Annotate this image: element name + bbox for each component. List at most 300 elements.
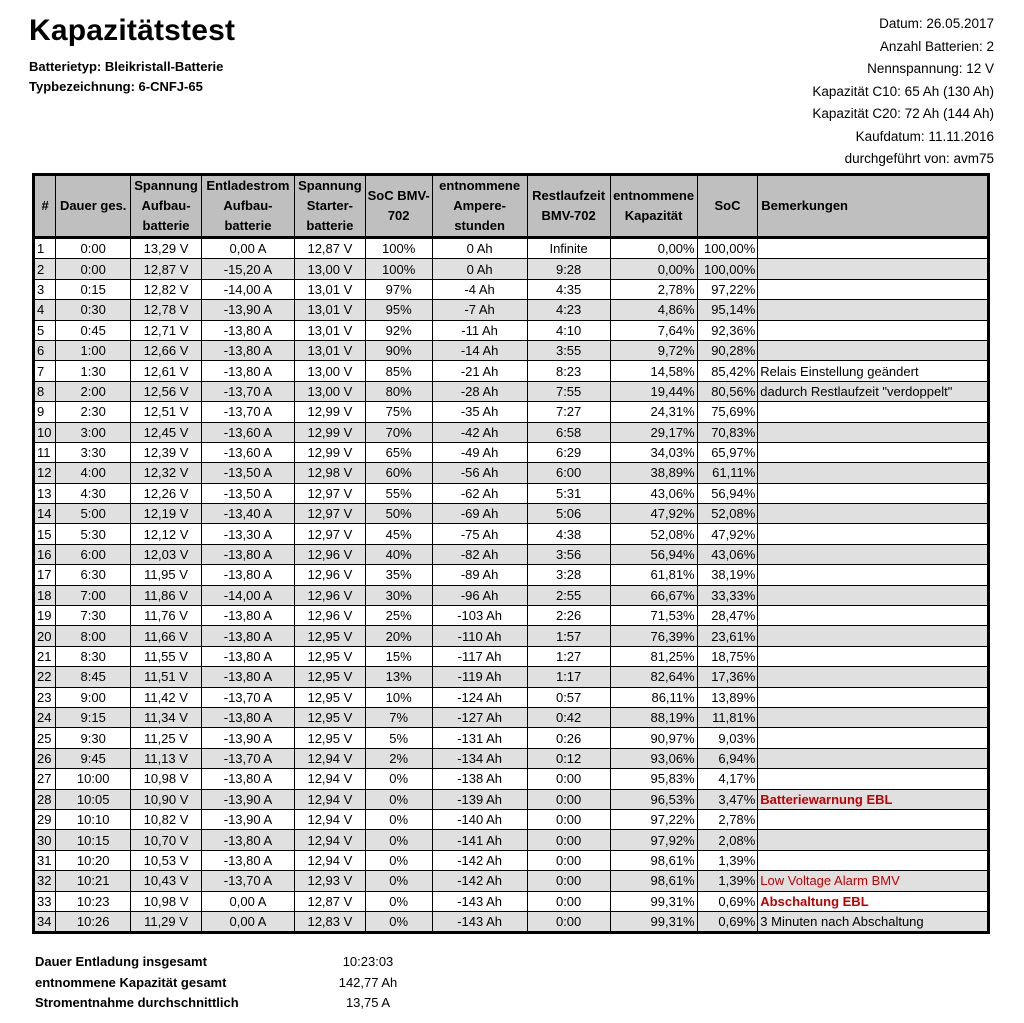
cell-voltage-house: 11,76 V	[131, 606, 202, 626]
cell-soc: 65,97%	[697, 442, 758, 462]
cell-remaining-time: 0:00	[527, 769, 610, 789]
cell-capacity-taken: 14,58%	[610, 361, 697, 381]
cell-remaining-time: 2:55	[527, 585, 610, 605]
cell-remark	[758, 707, 989, 727]
cell-row-number: 32	[34, 871, 56, 891]
cell-discharge-current: 0,00 A	[201, 911, 294, 932]
cell-amp-hours: -7 Ah	[432, 300, 527, 320]
cell-soc-bmv: 100%	[365, 238, 432, 259]
cell-remark	[758, 442, 989, 462]
cell-remaining-time: 9:28	[527, 259, 610, 279]
cell-soc: 85,42%	[697, 361, 758, 381]
cell-discharge-current: -13,80 A	[201, 850, 294, 870]
summary-value: 13,75 A	[345, 995, 391, 1010]
cell-soc: 90,28%	[697, 340, 758, 360]
cell-discharge-current: -13,90 A	[201, 728, 294, 748]
cell-voltage-starter: 12,93 V	[294, 871, 365, 891]
cell-discharge-current: -14,00 A	[201, 279, 294, 299]
cell-row-number: 22	[34, 667, 56, 687]
cell-soc-bmv: 0%	[365, 871, 432, 891]
cell-soc-bmv: 0%	[365, 830, 432, 850]
cell-duration: 7:00	[56, 585, 131, 605]
cell-remaining-time: 1:17	[527, 667, 610, 687]
summary-label: entnommene Kapazität gesamt	[35, 974, 227, 990]
cell-voltage-house: 12,78 V	[131, 300, 202, 320]
cell-remark	[758, 422, 989, 442]
cell-soc-bmv: 60%	[365, 463, 432, 483]
cell-voltage-starter: 12,95 V	[294, 687, 365, 707]
cell-row-number: 6	[34, 340, 56, 360]
cell-voltage-starter: 13,00 V	[294, 381, 365, 401]
table-row	[34, 483, 989, 503]
cell-capacity-taken: 82,64%	[610, 667, 697, 687]
cell-voltage-starter: 12,87 V	[294, 238, 365, 259]
cell-discharge-current: -13,70 A	[201, 748, 294, 768]
cell-remark	[758, 320, 989, 340]
cell-duration: 6:30	[56, 565, 131, 585]
cell-remark	[758, 830, 989, 850]
cell-voltage-starter: 13,00 V	[294, 361, 365, 381]
cell-remark	[758, 606, 989, 626]
cell-soc: 6,94%	[697, 748, 758, 768]
cell-duration: 10:20	[56, 850, 131, 870]
cell-remaining-time: 1:57	[527, 626, 610, 646]
table-row	[34, 707, 989, 727]
table-row	[34, 422, 989, 442]
cell-soc: 75,69%	[697, 402, 758, 422]
cell-capacity-taken: 66,67%	[610, 585, 697, 605]
cell-remaining-time: 4:38	[527, 524, 610, 544]
summary-value: 142,77 Ah	[338, 974, 398, 990]
cell-soc: 47,92%	[697, 524, 758, 544]
cell-amp-hours: -82 Ah	[432, 544, 527, 564]
cell-duration: 10:00	[56, 769, 131, 789]
cell-discharge-current: -13,80 A	[201, 606, 294, 626]
table-row	[34, 544, 989, 564]
cell-voltage-house: 11,86 V	[131, 585, 202, 605]
cell-voltage-house: 11,66 V	[131, 626, 202, 646]
cell-voltage-starter: 12,94 V	[294, 769, 365, 789]
cell-capacity-taken: 99,31%	[610, 911, 697, 932]
column-header: entnommene Kapazität	[610, 175, 697, 238]
cell-capacity-taken: 34,03%	[610, 442, 697, 462]
cell-amp-hours: -140 Ah	[432, 809, 527, 829]
cell-duration: 1:00	[56, 340, 131, 360]
cell-soc: 1,39%	[697, 850, 758, 870]
cell-row-number: 31	[34, 850, 56, 870]
cell-soc: 11,81%	[697, 707, 758, 727]
cell-row-number: 4	[34, 300, 56, 320]
cell-row-number: 13	[34, 483, 56, 503]
capacity-test-table	[32, 173, 990, 934]
cell-voltage-starter: 12,99 V	[294, 422, 365, 442]
cell-amp-hours: -69 Ah	[432, 504, 527, 524]
cell-voltage-house: 10,98 V	[131, 769, 202, 789]
cell-remaining-time: 3:56	[527, 544, 610, 564]
cell-remaining-time: 0:00	[527, 871, 610, 891]
cell-soc: 18,75%	[697, 646, 758, 666]
table-row	[34, 728, 989, 748]
cell-row-number: 2	[34, 259, 56, 279]
cell-discharge-current: 0,00 A	[201, 891, 294, 911]
cell-discharge-current: -13,30 A	[201, 524, 294, 544]
cell-capacity-taken: 24,31%	[610, 402, 697, 422]
cell-remark	[758, 850, 989, 870]
cell-voltage-house: 10,98 V	[131, 891, 202, 911]
cell-amp-hours: -35 Ah	[432, 402, 527, 422]
cell-amp-hours: -49 Ah	[432, 442, 527, 462]
test-metadata	[812, 13, 994, 171]
cell-duration: 10:05	[56, 789, 131, 809]
cell-duration: 10:21	[56, 871, 131, 891]
cell-remaining-time: 4:10	[527, 320, 610, 340]
cell-amp-hours: -75 Ah	[432, 524, 527, 544]
cell-soc: 3,47%	[697, 789, 758, 809]
cell-discharge-current: -13,80 A	[201, 361, 294, 381]
cell-remaining-time: 0:57	[527, 687, 610, 707]
table-row	[34, 565, 989, 585]
cell-duration: 10:15	[56, 830, 131, 850]
cell-amp-hours: -103 Ah	[432, 606, 527, 626]
cell-voltage-starter: 12,95 V	[294, 728, 365, 748]
cell-row-number: 5	[34, 320, 56, 340]
cell-remark	[758, 646, 989, 666]
cell-capacity-taken: 61,81%	[610, 565, 697, 585]
cell-row-number: 11	[34, 442, 56, 462]
cell-row-number: 29	[34, 809, 56, 829]
cell-row-number: 1	[34, 238, 56, 259]
cell-voltage-house: 12,03 V	[131, 544, 202, 564]
cell-duration: 10:26	[56, 911, 131, 932]
cell-voltage-house: 11,95 V	[131, 565, 202, 585]
column-header: Spannung Aufbau-batterie	[131, 175, 202, 238]
cell-row-number: 26	[34, 748, 56, 768]
cell-duration: 0:00	[56, 238, 131, 259]
cell-voltage-house: 11,51 V	[131, 667, 202, 687]
column-header: Dauer ges.	[56, 175, 131, 238]
cell-row-number: 8	[34, 381, 56, 401]
cell-voltage-starter: 12,95 V	[294, 626, 365, 646]
cell-discharge-current: -13,80 A	[201, 626, 294, 646]
cell-discharge-current: -13,70 A	[201, 381, 294, 401]
cell-soc: 17,36%	[697, 667, 758, 687]
cell-capacity-taken: 86,11%	[610, 687, 697, 707]
cell-duration: 6:00	[56, 544, 131, 564]
cell-discharge-current: -13,80 A	[201, 565, 294, 585]
cell-remark	[758, 809, 989, 829]
cell-discharge-current: -13,50 A	[201, 483, 294, 503]
cell-amp-hours: -141 Ah	[432, 830, 527, 850]
cell-remaining-time: 2:26	[527, 606, 610, 626]
cell-voltage-house: 12,45 V	[131, 422, 202, 442]
cell-discharge-current: -13,70 A	[201, 871, 294, 891]
cell-duration: 2:30	[56, 402, 131, 422]
cell-discharge-current: -14,00 A	[201, 585, 294, 605]
column-header: Spannung Starter-batterie	[294, 175, 365, 238]
cell-voltage-starter: 12,97 V	[294, 504, 365, 524]
cell-capacity-taken: 99,31%	[610, 891, 697, 911]
cell-row-number: 27	[34, 769, 56, 789]
cell-soc-bmv: 0%	[365, 911, 432, 932]
cell-duration: 9:15	[56, 707, 131, 727]
cell-row-number: 16	[34, 544, 56, 564]
cell-remark	[758, 300, 989, 320]
cell-remark	[758, 626, 989, 646]
cell-amp-hours: -110 Ah	[432, 626, 527, 646]
cell-voltage-house: 11,13 V	[131, 748, 202, 768]
table-row	[34, 606, 989, 626]
cell-soc-bmv: 0%	[365, 891, 432, 911]
cell-soc: 100,00%	[697, 238, 758, 259]
cell-remark	[758, 524, 989, 544]
cell-voltage-house: 12,71 V	[131, 320, 202, 340]
cell-remaining-time: 0:26	[527, 728, 610, 748]
cell-soc-bmv: 65%	[365, 442, 432, 462]
cell-voltage-starter: 13,01 V	[294, 300, 365, 320]
cell-duration: 1:30	[56, 361, 131, 381]
cell-discharge-current: -13,80 A	[201, 769, 294, 789]
cell-voltage-starter: 13,00 V	[294, 259, 365, 279]
cell-remaining-time: 0:00	[527, 830, 610, 850]
cell-soc-bmv: 0%	[365, 809, 432, 829]
cell-amp-hours: 0 Ah	[432, 238, 527, 259]
cell-voltage-starter: 13,01 V	[294, 279, 365, 299]
column-header: #	[34, 175, 56, 238]
cell-remaining-time: 0:00	[527, 850, 610, 870]
cell-discharge-current: -13,40 A	[201, 504, 294, 524]
column-header: Restlaufzeit BMV-702	[527, 175, 610, 238]
cell-soc: 100,00%	[697, 259, 758, 279]
cell-discharge-current: -13,80 A	[201, 707, 294, 727]
cell-discharge-current: -13,70 A	[201, 687, 294, 707]
cell-duration: 5:00	[56, 504, 131, 524]
cell-voltage-starter: 13,01 V	[294, 340, 365, 360]
cell-soc: 38,19%	[697, 565, 758, 585]
cell-capacity-taken: 29,17%	[610, 422, 697, 442]
cell-row-number: 23	[34, 687, 56, 707]
cell-remark	[758, 687, 989, 707]
cell-voltage-house: 12,56 V	[131, 381, 202, 401]
cell-discharge-current: 0,00 A	[201, 238, 294, 259]
cell-voltage-starter: 12,95 V	[294, 667, 365, 687]
cell-soc-bmv: 70%	[365, 422, 432, 442]
cell-voltage-house: 10,90 V	[131, 789, 202, 809]
table-row	[34, 300, 989, 320]
cell-amp-hours: -96 Ah	[432, 585, 527, 605]
cell-amp-hours: -142 Ah	[432, 850, 527, 870]
cell-remark	[758, 238, 989, 259]
table-row	[34, 871, 989, 891]
cell-remaining-time: 0:00	[527, 809, 610, 829]
cell-amp-hours: -28 Ah	[432, 381, 527, 401]
cell-remark	[758, 402, 989, 422]
table-row	[34, 891, 989, 911]
cell-amp-hours: -42 Ah	[432, 422, 527, 442]
table-row	[34, 646, 989, 666]
table-row	[34, 340, 989, 360]
cell-duration: 8:00	[56, 626, 131, 646]
cell-voltage-house: 11,55 V	[131, 646, 202, 666]
cell-row-number: 3	[34, 279, 56, 299]
cell-duration: 7:30	[56, 606, 131, 626]
cell-row-number: 34	[34, 911, 56, 932]
cell-remark	[758, 667, 989, 687]
cell-soc: 23,61%	[697, 626, 758, 646]
column-header: SoC	[697, 175, 758, 238]
cell-voltage-starter: 12,98 V	[294, 463, 365, 483]
cell-remaining-time: 0:12	[527, 748, 610, 768]
cell-soc: 52,08%	[697, 504, 758, 524]
page-title: Kapazitätstest	[29, 14, 236, 47]
cell-soc-bmv: 75%	[365, 402, 432, 422]
cell-remaining-time: 6:00	[527, 463, 610, 483]
cell-remaining-time: 1:27	[527, 646, 610, 666]
cell-discharge-current: -13,80 A	[201, 830, 294, 850]
cell-soc-bmv: 0%	[365, 850, 432, 870]
cell-voltage-starter: 12,97 V	[294, 524, 365, 544]
cell-voltage-starter: 12,96 V	[294, 544, 365, 564]
table-row	[34, 320, 989, 340]
meta-performed-by: durchgeführt von: avm75	[844, 151, 994, 166]
meta-date: Datum: 26.05.2017	[879, 16, 994, 31]
cell-voltage-house: 11,29 V	[131, 911, 202, 932]
meta-nominal-voltage: Nennspannung: 12 V	[867, 61, 994, 76]
cell-soc: 92,36%	[697, 320, 758, 340]
cell-soc-bmv: 92%	[365, 320, 432, 340]
cell-soc-bmv: 13%	[365, 667, 432, 687]
table-row	[34, 238, 989, 259]
type-designation: Typbezeichnung: 6-CNFJ-65	[29, 79, 203, 94]
cell-soc: 70,83%	[697, 422, 758, 442]
cell-discharge-current: -13,80 A	[201, 340, 294, 360]
cell-voltage-house: 12,51 V	[131, 402, 202, 422]
table-row	[34, 626, 989, 646]
cell-discharge-current: -15,20 A	[201, 259, 294, 279]
cell-remaining-time: 0:42	[527, 707, 610, 727]
cell-voltage-starter: 12,99 V	[294, 442, 365, 462]
meta-battery-count: Anzahl Batterien: 2	[879, 38, 994, 54]
cell-soc: 28,47%	[697, 606, 758, 626]
cell-remaining-time: 7:55	[527, 381, 610, 401]
cell-soc-bmv: 30%	[365, 585, 432, 605]
cell-remark	[758, 483, 989, 503]
cell-voltage-house: 11,34 V	[131, 707, 202, 727]
cell-soc: 2,78%	[697, 809, 758, 829]
cell-duration: 10:10	[56, 809, 131, 829]
cell-soc-bmv: 90%	[365, 340, 432, 360]
cell-soc-bmv: 55%	[365, 483, 432, 503]
table-row	[34, 687, 989, 707]
summary-row	[35, 954, 394, 975]
table-row	[34, 381, 989, 401]
cell-voltage-house: 10,43 V	[131, 871, 202, 891]
cell-remark: 3 Minuten nach Abschaltung	[758, 911, 989, 932]
cell-voltage-house: 13,29 V	[131, 238, 202, 259]
cell-row-number: 17	[34, 565, 56, 585]
cell-row-number: 28	[34, 789, 56, 809]
cell-soc-bmv: 45%	[365, 524, 432, 544]
cell-amp-hours: -139 Ah	[432, 789, 527, 809]
cell-voltage-starter: 12,94 V	[294, 850, 365, 870]
cell-capacity-taken: 95,83%	[610, 769, 697, 789]
column-header: Bemerkungen	[758, 175, 989, 238]
cell-discharge-current: -13,60 A	[201, 442, 294, 462]
table-row	[34, 850, 989, 870]
cell-soc-bmv: 97%	[365, 279, 432, 299]
cell-capacity-taken: 7,64%	[610, 320, 697, 340]
cell-remark: Batteriewarnung EBL	[758, 789, 989, 809]
cell-remaining-time: 6:58	[527, 422, 610, 442]
table-row	[34, 259, 989, 279]
column-header: SoC BMV-702	[365, 175, 432, 238]
cell-soc: 97,22%	[697, 279, 758, 299]
cell-remaining-time: 3:28	[527, 565, 610, 585]
cell-remaining-time: 5:06	[527, 504, 610, 524]
cell-discharge-current: -13,80 A	[201, 667, 294, 687]
summary-row	[35, 995, 391, 1016]
cell-capacity-taken: 93,06%	[610, 748, 697, 768]
cell-capacity-taken: 9,72%	[610, 340, 697, 360]
cell-soc: 80,56%	[697, 381, 758, 401]
cell-remark	[758, 769, 989, 789]
cell-discharge-current: -13,80 A	[201, 544, 294, 564]
cell-soc: 95,14%	[697, 300, 758, 320]
cell-voltage-house: 10,82 V	[131, 809, 202, 829]
cell-discharge-current: -13,90 A	[201, 809, 294, 829]
cell-remark	[758, 544, 989, 564]
cell-soc-bmv: 20%	[365, 626, 432, 646]
cell-duration: 9:30	[56, 728, 131, 748]
cell-voltage-starter: 12,94 V	[294, 809, 365, 829]
cell-discharge-current: -13,60 A	[201, 422, 294, 442]
cell-duration: 10:23	[56, 891, 131, 911]
cell-amp-hours: -134 Ah	[432, 748, 527, 768]
cell-row-number: 21	[34, 646, 56, 666]
cell-capacity-taken: 71,53%	[610, 606, 697, 626]
cell-amp-hours: -117 Ah	[432, 646, 527, 666]
cell-duration: 8:45	[56, 667, 131, 687]
cell-soc-bmv: 5%	[365, 728, 432, 748]
cell-soc-bmv: 35%	[365, 565, 432, 585]
cell-remaining-time: 4:35	[527, 279, 610, 299]
cell-remaining-time: Infinite	[527, 238, 610, 259]
cell-discharge-current: -13,70 A	[201, 402, 294, 422]
cell-soc: 56,94%	[697, 483, 758, 503]
cell-amp-hours: -142 Ah	[432, 871, 527, 891]
cell-row-number: 15	[34, 524, 56, 544]
cell-voltage-house: 10,53 V	[131, 850, 202, 870]
cell-voltage-starter: 12,97 V	[294, 483, 365, 503]
cell-soc-bmv: 10%	[365, 687, 432, 707]
cell-capacity-taken: 90,97%	[610, 728, 697, 748]
cell-amp-hours: -14 Ah	[432, 340, 527, 360]
cell-soc-bmv: 40%	[365, 544, 432, 564]
cell-capacity-taken: 88,19%	[610, 707, 697, 727]
cell-remark	[758, 504, 989, 524]
cell-capacity-taken: 0,00%	[610, 238, 697, 259]
cell-voltage-house: 12,12 V	[131, 524, 202, 544]
cell-soc-bmv: 100%	[365, 259, 432, 279]
cell-voltage-house: 12,39 V	[131, 442, 202, 462]
cell-remark: Abschaltung EBL	[758, 891, 989, 911]
cell-remark: Low Voltage Alarm BMV	[758, 871, 989, 891]
cell-remaining-time: 3:55	[527, 340, 610, 360]
table-row	[34, 667, 989, 687]
cell-soc-bmv: 2%	[365, 748, 432, 768]
table-row	[34, 748, 989, 768]
cell-duration: 4:30	[56, 483, 131, 503]
cell-discharge-current: -13,90 A	[201, 789, 294, 809]
